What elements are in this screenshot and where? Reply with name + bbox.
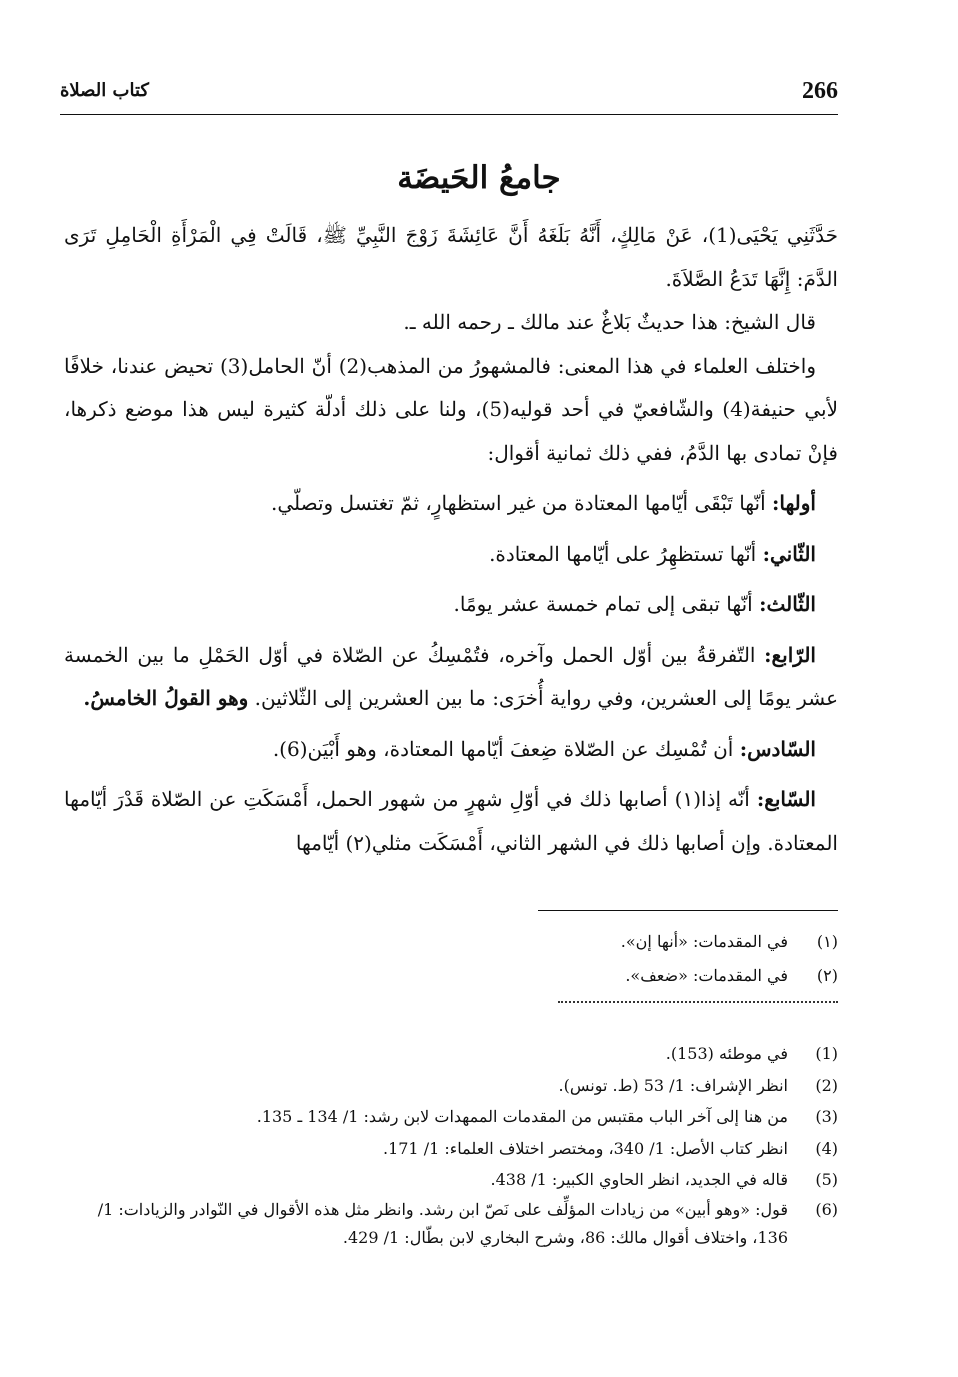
opinion-1-text: أنّها تَبْقَى أيّامها المعتادة من غير استظهارٍ، ثمّ تغتسل وتصلّي. — [270, 491, 772, 515]
opinion-2-text: أنّها تستظهِرُ على أيّامها المعتادة. — [489, 541, 763, 566]
footnote — [64, 1133, 838, 1165]
opinion-3-text: أنّها تبقى إلى تمام خمسة عشر يومًا. — [453, 592, 760, 616]
footnote-text: انظر كتاب الأصل: 1/ 340، ومختصر اختلاف العلماء: 1/ 171. — [382, 1138, 788, 1158]
opinion-2 — [64, 533, 838, 577]
main-footnotes — [64, 1038, 838, 1252]
opinion-2-label: الثّاني: — [762, 541, 816, 566]
footnote-number: (1) — [815, 1044, 838, 1063]
opinion-5-inline: وهو القولُ الخامسُ. — [83, 686, 249, 710]
footnote-number: (٢) — [816, 966, 838, 985]
footnote — [64, 1196, 838, 1252]
body-text — [64, 214, 838, 865]
opinion-1 — [64, 482, 838, 526]
footnote-text: قول: «وهو أبين» من زيادات المؤلِّف على نَصّ ابن رشد. وانظر مثل هذه الأقوال في النّوادر والزيادات: 1/ 136، واختلاف أقوال مالك: 86، وشرح البخاري لابن بطّال: 1/ 429. — [97, 1199, 788, 1247]
opinion-3 — [64, 583, 838, 627]
opinion-7-text: أنّه إذا(١) أصابها ذلك في أوّلِ شهرٍ من شهور الحمل، أَمْسَكَتِ عن الصّلاة قَدْرَ أيّامها المعتادة. وإن أصابها ذلك في الشهر الثاني، أَمْسَكَت مثلي(٢) أيّامها — [64, 787, 838, 855]
footnote-separator — [538, 910, 838, 911]
footnote — [64, 1164, 838, 1196]
editor-footnote — [64, 959, 838, 993]
opinion-7 — [64, 778, 838, 865]
footnote-number: (١) — [816, 932, 838, 951]
footnote — [64, 1101, 838, 1133]
footnote-text: في المقدمات: «أنها إن». — [620, 932, 788, 951]
editor-footnote — [64, 925, 838, 959]
page-number: 266 — [802, 78, 838, 104]
opinion-6-text: أن تُمْسِك عن الصّلاة ضِعفَ أيّامها المعتادة، وهو أَبْيَن(6). — [272, 736, 740, 761]
dotted-separator — [558, 1001, 838, 1003]
opinion-1-label: أولها: — [771, 491, 816, 515]
opinion-4 — [64, 634, 838, 721]
footnote-number: (2) — [815, 1075, 838, 1095]
chapter-title: جامعُ الحَيضَة — [397, 160, 561, 196]
footnote-text: من هنا إلى آخر الباب مقتبس من المقدمات الممهدات لابن رشد: 1/ 134 ـ 135. — [256, 1107, 788, 1126]
opinion-6 — [64, 728, 838, 772]
editor-footnotes — [64, 925, 838, 993]
footnote-text: انظر الإشراف: 1/ 53 (ط. تونس). — [558, 1075, 788, 1095]
opinion-6-label: السّادس: — [739, 736, 816, 761]
footnote-number: (6) — [815, 1199, 838, 1219]
footnote — [64, 1070, 838, 1102]
opinion-4-text: التّفرقةُ بين أوّل الحمل وآخره، فتُمْسِكُ عن الصّلاة في أوّل الحَمْلِ ما بين الخمسة عشر يومًا إلى العشرين، وفي رواية أُخرَى: ما بين العشرين إلى الثّلاثين. — [64, 642, 838, 710]
opinion-7-label: السّابع: — [756, 787, 816, 811]
scholars-paragraph: واختلف العلماء في هذا المعنى: فالمشهورُ من المذهب(2) أنّ الحامل(3) تحيض عندنا، خلافًا لأبي حنيفة(4) والشّافعيّ في أحد قوليه(5)، ولنا على ذلك أدلّة كثيرة ليس هذا موضع ذكرها، فإنْ تمادى بها الدَّمُ، ففي ذلك ثمانية أقوال: — [64, 353, 839, 465]
running-header — [60, 76, 838, 115]
book-title: كتاب الصلاة — [60, 80, 149, 101]
footnote — [64, 1038, 838, 1070]
footnote-number: (5) — [815, 1170, 838, 1189]
opinion-4-label: الرّابع: — [764, 642, 816, 667]
footnote-text: قاله في الجديد، انظر الحاوي الكبير: 1/ 438. — [490, 1170, 788, 1189]
footnote-text: في المقدمات: «ضعف». — [625, 966, 788, 985]
sheikh-comment: قال الشيخ: هذا حديثٌ بَلاغٌ عند مالك ـ رحمه الله ـ. — [403, 310, 816, 334]
opinion-3-label: الثّالث: — [759, 592, 816, 616]
footnote-number: (3) — [815, 1107, 838, 1126]
footnote-number: (4) — [815, 1138, 838, 1158]
footnote-text: في موطئه (153). — [665, 1044, 788, 1063]
hadith-paragraph: حَدَّثَنِي يَحْيَى(1)، عَنْ مَالِكٍ، أَنَّهُ بَلَغَهُ أَنَّ عَائِشَةَ زَوْجَ النَّبِيِّ ﷺ، قَالَتْ فِي الْمَرْأَةِ الْحَامِلِ تَرَى الدَّمَ: إِنَّهَا تَدَعُ الصَّلاَةَ. — [64, 223, 838, 291]
